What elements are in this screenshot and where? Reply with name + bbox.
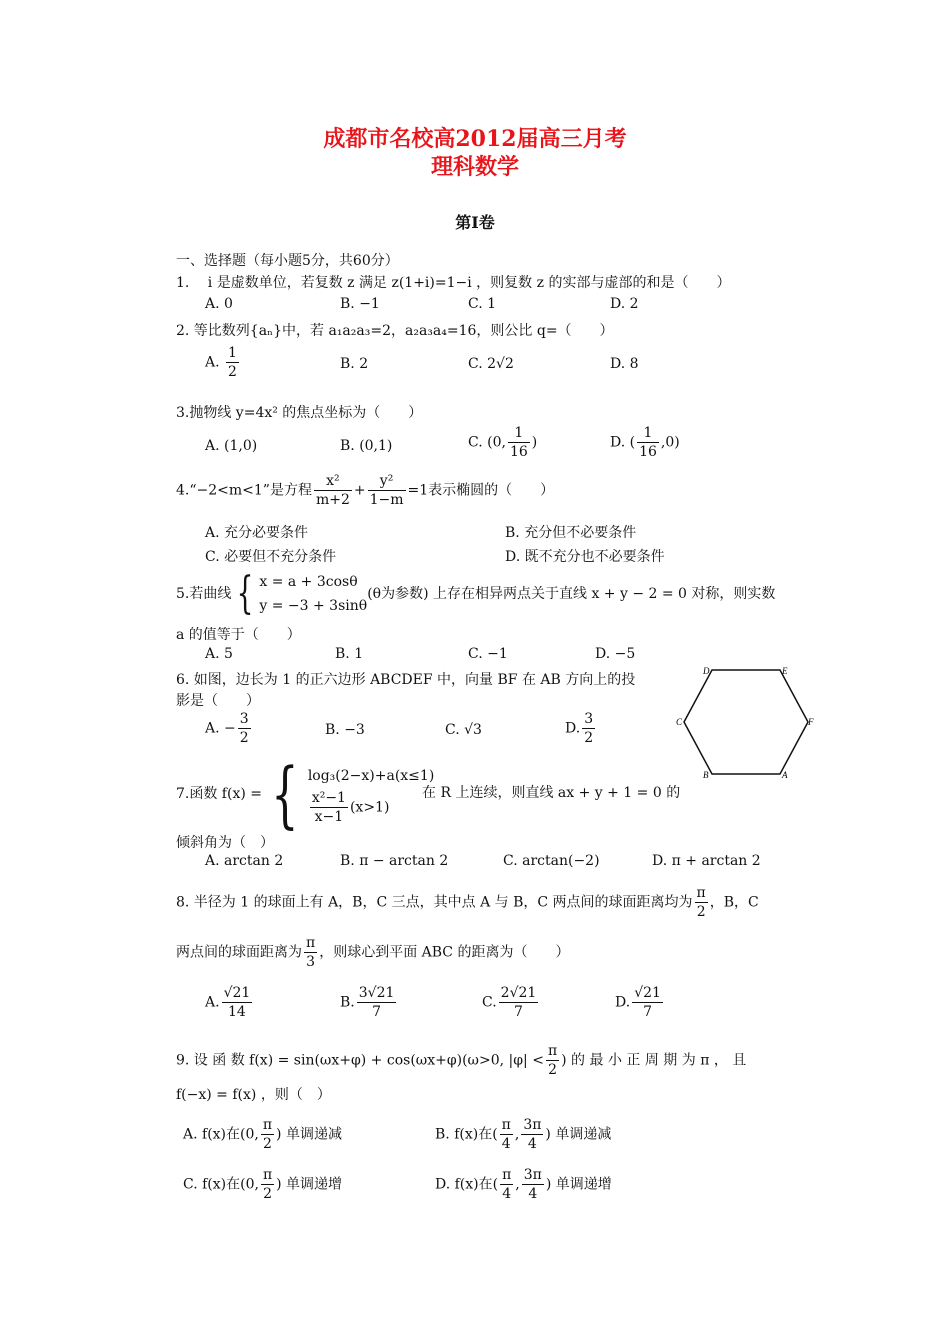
q2-option-d: D. 8 xyxy=(610,356,639,372)
q6-option-a xyxy=(205,710,253,747)
denominator: 3 xyxy=(306,954,316,970)
q5-cases xyxy=(259,570,367,618)
q4-option-a: A. 充分必要条件 xyxy=(205,525,309,541)
denominator: 7 xyxy=(372,1004,382,1020)
q7-option-b: B. π − arctan 2 xyxy=(340,853,449,869)
q8-stem-pre: 8. 半径为 1 的球面上有 A，B，C 三点，其中点 A 与 B，C 两点间的球面距离均为 xyxy=(176,894,693,911)
numerator: π xyxy=(262,1167,273,1183)
q5-stem xyxy=(176,570,775,618)
q7-option-c: C. arctan(−2) xyxy=(503,853,600,869)
q9-option-c xyxy=(183,1166,342,1203)
denominator: 2 xyxy=(548,1062,557,1078)
q7-case-1: log₃(2−x)+a(x≤1) xyxy=(307,767,435,784)
q3-option-a: A. (1,0) xyxy=(205,438,258,454)
numerator: 3π xyxy=(523,1117,542,1133)
numerator: 2√21 xyxy=(500,985,537,1001)
q9-option-c-post: ) 单调递增 xyxy=(276,1176,343,1193)
q6-option-d xyxy=(565,710,597,747)
numerator: y² xyxy=(368,472,406,491)
q4-stem-pre: 4.“−2<m<1”是方程 xyxy=(176,482,312,499)
q9-option-b xyxy=(435,1116,611,1153)
numerator: 3 xyxy=(239,711,249,727)
q9-option-a-post: ) 单调递减 xyxy=(276,1126,342,1143)
q1-stem: 1. i 是虚数单位，若复数 z 满足 z(1+i)=1−i ，则复数 z 的实部与虚部的和是（ ） xyxy=(176,275,731,291)
denominator: 4 xyxy=(501,1136,511,1152)
q2-option-c: C. 2√2 xyxy=(468,356,514,372)
vertex-label-e: E xyxy=(782,666,788,676)
q9-option-c-pre: C. f(x)在(0, xyxy=(183,1176,259,1193)
q6-stem-line2: 影是（ ） xyxy=(176,693,260,709)
q7-stem-pre: 7.函数 f(x) = xyxy=(176,786,262,802)
q6-option-d-label: D. xyxy=(565,720,581,737)
q3-option-d-label: D. ( xyxy=(610,434,636,451)
hexagon-shape xyxy=(684,670,808,774)
numerator: π xyxy=(696,885,706,901)
q9-option-a xyxy=(183,1116,342,1153)
q9-option-d-fraction-2 xyxy=(522,1166,544,1203)
denominator: 2 xyxy=(239,730,249,746)
q8-option-d xyxy=(615,984,665,1021)
q6-option-b: B. −3 xyxy=(325,722,365,738)
q7-case-2-tail: (x>1) xyxy=(349,799,390,815)
q9-option-d xyxy=(435,1166,612,1203)
vertex-label-c: C xyxy=(676,717,683,727)
denominator: 2 xyxy=(263,1186,272,1202)
numerator: 3π xyxy=(523,1167,542,1183)
denominator: 16 xyxy=(509,444,528,460)
q4-stem xyxy=(176,472,554,509)
numerator: 3√21 xyxy=(358,985,395,1001)
q5-case-2: y = −3 + 3sinθ xyxy=(259,598,368,614)
numerator: 3 xyxy=(584,711,594,727)
q9-stem-pre: 9. 设 函 数 f(x) = sin(ωx+φ) + cos(ωx+φ)(ω>0, |φ| < xyxy=(176,1052,544,1069)
denominator: 4 xyxy=(527,1136,537,1152)
q9-option-b-fraction-2 xyxy=(521,1116,543,1153)
q9-option-b-post: ) 单调递减 xyxy=(545,1126,612,1143)
q7-brace: { xyxy=(271,752,299,836)
numerator: π xyxy=(306,935,316,951)
hexagon-figure xyxy=(676,662,816,780)
q1-option-b: B. −1 xyxy=(340,296,380,312)
vertex-label-b: B xyxy=(703,770,709,780)
numerator: √21 xyxy=(223,985,251,1001)
q3-option-d-tail: ,0) xyxy=(660,434,680,451)
q9-stem-line2: f(−x) = f(x) ，则（ ） xyxy=(176,1087,331,1103)
q8-option-b-label: B. xyxy=(340,994,355,1011)
q4-option-d: D. 既不充分也不必要条件 xyxy=(505,549,665,565)
q5-stem-line2: a 的值等于（ ） xyxy=(176,627,301,643)
exam-title: 成都市名校高2012届高三月考 xyxy=(323,126,627,152)
vertex-label-a: A xyxy=(782,770,788,780)
q3-option-d xyxy=(610,424,680,461)
q6-stem: 6. 如图，边长为 1 的正六边形 ABCDEF 中，向量 BF 在 AB 方向上的投 xyxy=(176,672,636,688)
q1-option-c: C. 1 xyxy=(468,296,497,312)
denominator: 16 xyxy=(639,444,657,460)
q6-option-a-label: A. − xyxy=(205,720,236,737)
q7-stem-line2: 倾斜角为（ ） xyxy=(176,835,274,851)
numerator: √21 xyxy=(634,985,661,1001)
q7-cases xyxy=(308,763,434,826)
q8-option-d-fraction xyxy=(632,984,663,1021)
q9-option-c-fraction xyxy=(261,1166,274,1203)
q9-option-d-post: ) 单调递增 xyxy=(545,1176,612,1193)
q4-stem-post: =1表示椭圆的（ ） xyxy=(407,482,555,499)
q5-stem-post: (θ为参数) 上存在相异两点关于直线 x + y − 2 = 0 对称，则实数 xyxy=(367,586,776,602)
q8-stem xyxy=(176,884,759,921)
q2-option-a-label: A. xyxy=(205,354,220,371)
q3-option-d-fraction xyxy=(637,424,659,461)
denominator: 1−m xyxy=(369,492,404,508)
q8-fraction-1 xyxy=(695,884,708,921)
denominator: 2 xyxy=(228,364,237,380)
q8-option-c-fraction xyxy=(499,984,539,1021)
q9-stem xyxy=(176,1042,746,1079)
q9-option-b-pre: B. f(x)在( xyxy=(435,1126,498,1143)
q4-plus: + xyxy=(353,482,366,499)
q7-option-d: D. π + arctan 2 xyxy=(652,853,761,869)
q8-option-a-fraction xyxy=(222,984,253,1021)
q8-stem-line2-post: ，则球心到平面 ABC 的距离为（ ） xyxy=(319,944,570,961)
numerator: π xyxy=(262,1117,273,1133)
q4-option-b: B. 充分但不必要条件 xyxy=(505,525,637,541)
denominator: 7 xyxy=(514,1004,523,1020)
q5-stem-pre: 5.若曲线 xyxy=(176,586,232,602)
q9-stem-post: ) 的 最 小 正 周 期 为 π ， 且 xyxy=(561,1052,747,1069)
q8-stem-line2-pre: 两点间的球面距离为 xyxy=(176,944,302,961)
numerator: 1 xyxy=(637,424,659,443)
q2-option-a-fraction xyxy=(226,344,239,381)
q8-option-c xyxy=(482,984,540,1021)
q8-option-d-label: D. xyxy=(615,994,631,1011)
q3-option-b: B. (0,1) xyxy=(340,438,393,454)
denominator: 2 xyxy=(696,904,706,920)
q7-stem xyxy=(176,752,435,836)
denominator: x−1 xyxy=(314,808,344,825)
q9-option-d-sep: , xyxy=(515,1176,520,1193)
q3-option-c-label: C. (0, xyxy=(468,434,506,451)
q8-option-b-fraction xyxy=(357,984,397,1021)
q4-fraction-y xyxy=(368,472,406,509)
numerator: π xyxy=(501,1117,511,1133)
q3-option-c xyxy=(468,424,537,461)
denominator: 4 xyxy=(502,1186,512,1202)
q2-option-b: B. 2 xyxy=(340,356,369,372)
numerator: x²−1 xyxy=(311,789,346,806)
q3-option-c-fraction xyxy=(508,424,530,461)
q5-option-d: D. −5 xyxy=(595,646,636,662)
q5-case-1: x = a + 3cosθ xyxy=(259,574,358,590)
q9-option-b-sep: , xyxy=(514,1126,520,1143)
q4-option-c: C. 必要但不充分条件 xyxy=(205,549,337,565)
q3-stem: 3.抛物线 y=4x² 的焦点坐标为（ ） xyxy=(176,405,423,421)
q6-option-d-fraction xyxy=(582,710,595,747)
q4-fraction-x xyxy=(314,472,352,509)
q8-option-a xyxy=(205,984,254,1021)
denominator: 2 xyxy=(262,1136,272,1152)
q7-option-a: A. arctan 2 xyxy=(205,853,284,869)
q9-option-a-fraction xyxy=(261,1116,274,1153)
q6-option-c: C. √3 xyxy=(445,722,482,738)
q2-option-a xyxy=(205,344,241,381)
q8-option-b xyxy=(340,984,398,1021)
denominator: 7 xyxy=(643,1004,653,1020)
q3-option-c-tail: ) xyxy=(531,434,538,451)
exam-subtitle: 理科数学 xyxy=(430,154,519,180)
q9-fraction xyxy=(546,1042,559,1079)
volume-heading: 第Ⅰ卷 xyxy=(455,213,495,232)
q5-option-b: B. 1 xyxy=(335,646,364,662)
q5-brace: { xyxy=(236,568,254,619)
q8-option-c-label: C. xyxy=(482,994,497,1011)
q9-option-a-pre: A. f(x)在(0, xyxy=(183,1126,259,1143)
vertex-label-d: D xyxy=(703,666,710,676)
q1-option-a: A. 0 xyxy=(205,296,233,312)
q8-stem-line2 xyxy=(176,934,569,971)
q9-option-b-fraction-1 xyxy=(500,1116,513,1153)
numerator: 1 xyxy=(508,424,530,443)
q6-option-a-fraction xyxy=(238,710,251,747)
denominator: 14 xyxy=(228,1004,246,1020)
q9-option-d-fraction-1 xyxy=(500,1166,513,1203)
q8-option-a-label: A. xyxy=(205,994,220,1011)
numerator: π xyxy=(502,1167,512,1183)
q5-option-a: A. 5 xyxy=(205,646,233,662)
numerator: 1 xyxy=(228,345,237,361)
q7-stem-post: 在 R 上连续，则直线 ax + y + 1 = 0 的 xyxy=(422,785,681,801)
q8-stem-post: ，B，C xyxy=(709,894,759,911)
q1-option-d: D. 2 xyxy=(610,296,639,312)
denominator: 2 xyxy=(584,730,594,746)
q5-option-c: C. −1 xyxy=(468,646,508,662)
q8-fraction-2 xyxy=(304,934,317,971)
q2-stem: 2. 等比数列{aₙ}中，若 a₁a₂a₃=2，a₂a₃a₄=16，则公比 q=（ ） xyxy=(176,323,614,339)
denominator: 4 xyxy=(528,1186,538,1202)
denominator: m+2 xyxy=(315,492,350,508)
q9-option-d-pre: D. f(x)在( xyxy=(435,1176,499,1193)
numerator: π xyxy=(547,1043,558,1059)
vertex-label-f: F xyxy=(808,717,814,727)
numerator: x² xyxy=(314,472,352,491)
q7-case-2-fraction xyxy=(310,789,348,826)
section-heading: 一、选择题（每小题5分，共60分） xyxy=(176,253,399,269)
